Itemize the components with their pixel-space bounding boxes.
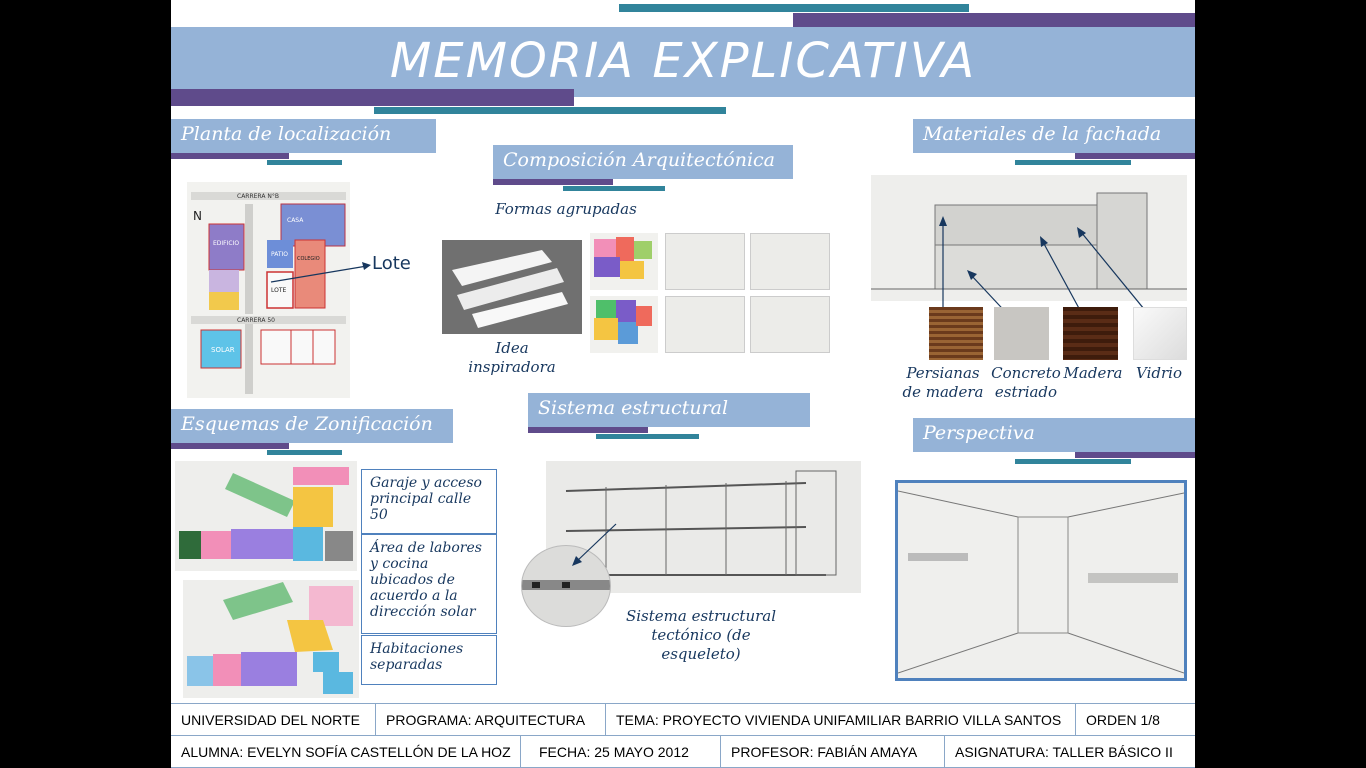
planta-accent-purple (171, 153, 289, 159)
material-label-vidrio: Vidrio (1136, 364, 1182, 382)
lote-label: Lote (372, 253, 411, 274)
section-header-materiales: Materiales de la fachada (913, 119, 1195, 153)
perspective-drawing-image (895, 480, 1187, 681)
materiales-accent-purple (1075, 153, 1195, 159)
section-header-planta: Planta de localización (171, 119, 436, 153)
footer-alumna: ALUMNA: EVELYN SOFÍA CASTELLÓN DE LA HOZ (171, 736, 521, 768)
footer-programa: PROGRAMA: ARQUITECTURA (376, 704, 606, 736)
composition-plan-sketch-3 (665, 296, 745, 353)
planta-accent-teal (267, 160, 342, 165)
section-header-composicion: Composición Arquitectónica (493, 145, 793, 179)
section-header-esquemas: Esquemas de Zonificación (171, 409, 453, 443)
map-label-patio: PATIO (271, 251, 289, 258)
zoning-note-garaje: Garaje y acceso principal calle 50 (361, 469, 497, 534)
sistema-accent-purple (528, 427, 648, 433)
map-label-casa: CASA (287, 217, 304, 224)
map-label-edificio: EDIFICIO (213, 240, 240, 247)
material-swatch-madera (1063, 307, 1118, 360)
zoning-note-habitaciones: Habitaciones separadas (361, 635, 497, 685)
footer-asignatura: ASIGNATURA: TALLER BÁSICO II (945, 736, 1195, 768)
section-header-sistema: Sistema estructural (528, 393, 810, 427)
materiales-accent-teal (1015, 160, 1131, 165)
title-accent-bar-purple (171, 89, 574, 106)
material-label-madera: Madera (1063, 364, 1123, 382)
composition-sketch-colored-1 (590, 233, 658, 290)
map-label-solar: SOLAR (211, 346, 235, 354)
footer-info-table (171, 703, 1195, 768)
map-label-lote: LOTE (271, 287, 287, 294)
north-arrow-icon: N (193, 209, 202, 223)
map-label-colegio: COLEGIO (297, 256, 320, 262)
perspectiva-accent-teal (1015, 459, 1131, 464)
composition-plan-sketch-1 (665, 233, 745, 290)
material-swatch-persianas (929, 307, 983, 360)
material-label-persianas: Persianas de madera (902, 364, 984, 401)
esquemas-accent-purple (171, 443, 289, 449)
lote-pointer-arrow (269, 258, 379, 288)
footer-orden: ORDEN 1/8 (1076, 704, 1195, 736)
esquemas-accent-teal (267, 450, 342, 455)
footer-fecha: FECHA: 25 MAYO 2012 (521, 736, 721, 768)
top-accent-bar-teal (619, 4, 969, 12)
sistema-caption: Sistema estructural tectónico (de esqueleto) (625, 607, 777, 663)
idea-inspiradora-image (442, 240, 582, 334)
material-label-concreto: Concreto estriado (991, 364, 1061, 401)
material-swatch-vidrio (1133, 307, 1187, 360)
map-label-carrera-50: CARRERA 50 (237, 317, 275, 324)
structural-detail-arrow (566, 520, 626, 570)
composicion-accent-purple (493, 179, 613, 185)
title-accent-bar-teal (374, 107, 726, 114)
zoning-note-labores: Área de labores y cocina ubicados de acuerdo a la dirección solar (361, 534, 497, 634)
sistema-accent-teal (596, 434, 699, 439)
page-title: MEMORIA EXPLICATIVA (389, 33, 977, 89)
section-header-perspectiva: Perspectiva (913, 418, 1195, 452)
footer-profesor: PROFESOR: FABIÁN AMAYA (721, 736, 945, 768)
composition-sketch-colored-2 (590, 296, 658, 353)
composicion-accent-teal (563, 186, 665, 191)
idea-inspiradora-label: Idea inspiradora (468, 339, 556, 376)
zoning-diagram-1 (175, 461, 357, 571)
footer-universidad: UNIVERSIDAD DEL NORTE (171, 704, 376, 736)
formas-agrupadas-label: Formas agrupadas (495, 200, 637, 218)
footer-tema: TEMA: PROYECTO VIVIENDA UNIFAMILIAR BARRIO VILLA SANTOS (606, 704, 1076, 736)
title-banner (171, 27, 1195, 97)
map-label-carrera: CARRERA N°B (237, 193, 279, 200)
material-swatch-concreto (994, 307, 1049, 360)
composition-plan-sketch-2 (750, 233, 830, 290)
composition-plan-sketch-4 (750, 296, 830, 353)
perspectiva-accent-purple (1075, 452, 1195, 458)
site-plan-image (187, 182, 350, 398)
zoning-diagram-2 (183, 580, 359, 698)
slide (171, 0, 1195, 768)
